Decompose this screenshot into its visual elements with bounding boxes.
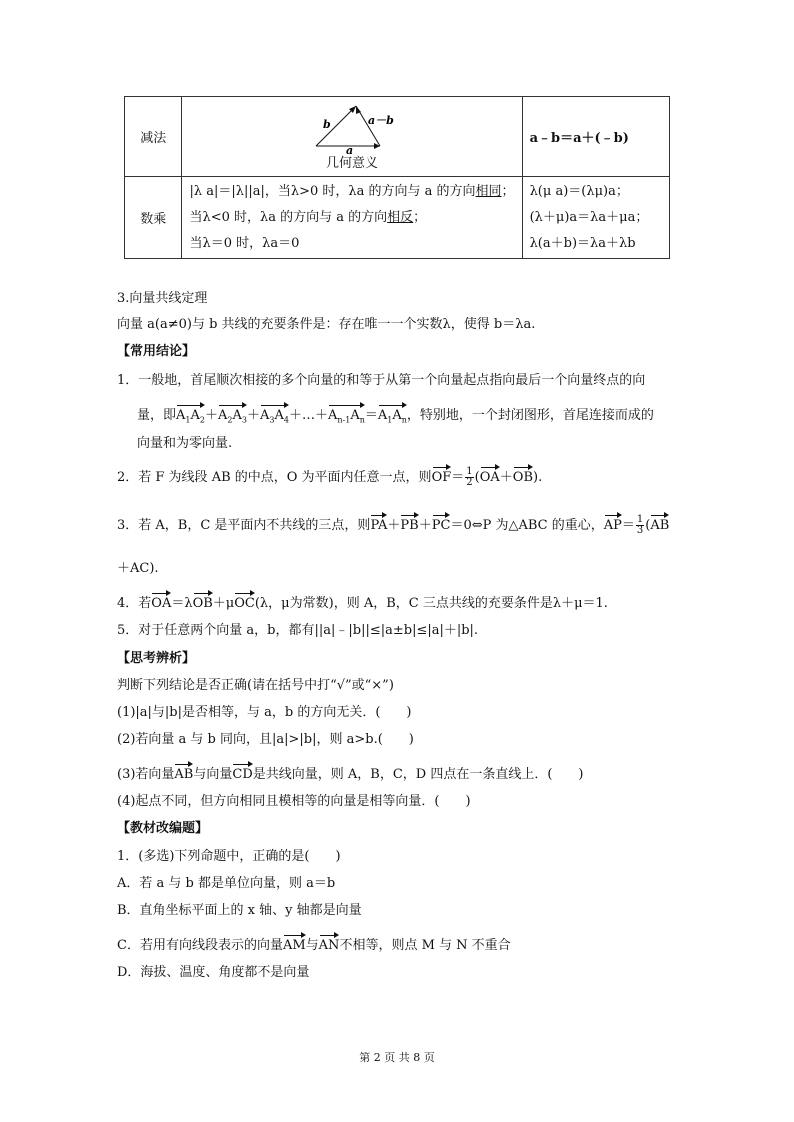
scalar-law-2: (λ＋μ)a＝λa＋μa；	[529, 209, 649, 225]
conclusion-3-text: 3．若 A，B，C 是平面内不共线的三点，则	[117, 518, 371, 533]
option-c-suffix: 不相等，则点 M 与 N 不重合	[339, 938, 511, 953]
label-b: b	[323, 118, 331, 131]
op-name-subtraction: 减法	[125, 97, 182, 177]
scalar-line-1-text: |λ a|＝|λ||a|，当λ>0 时，λa 的方向与 a 的方向	[189, 183, 476, 199]
conclusion-1-line-2	[137, 404, 654, 425]
vector-chain-formula: $A_1A_2+A_2A_3+A_3A_4+\dots+A_{n-1}A_n=A_1A_n$	[176, 408, 407, 425]
collinear-formula: OA＝λOB＋μOC	[151, 596, 255, 611]
scalar-definition-cell	[182, 177, 522, 259]
conclusion-4	[117, 592, 608, 611]
vector-CD: CD	[232, 767, 253, 782]
vector-b-line	[316, 106, 356, 146]
vector-AB: AB	[174, 767, 194, 782]
option-a: A．若 a 与 b 都是单位向量，则 a＝b	[117, 876, 336, 891]
centroid-condition: PA＋PB＋PC	[370, 518, 451, 533]
conclusion-1-line-3: 向量和为零向量.	[137, 436, 233, 451]
option-c-middle: 与	[305, 938, 319, 953]
thinking-item-3-middle: 与向量	[193, 767, 233, 782]
question-1: 1．(多选)下列命题中，正确的是( )	[117, 849, 341, 864]
subtraction-row	[125, 97, 670, 177]
thinking-item-4: (4)起点不同，但方向相同且模相等的向量是相等向量．( )	[117, 794, 471, 809]
conclusion-4-prefix: 4．若	[117, 596, 152, 611]
option-d: D．海拔、温度、角度都不是向量	[117, 965, 310, 980]
scalar-laws-cell	[522, 177, 669, 259]
label-a: a	[346, 144, 354, 154]
thinking-item-3-prefix: (3)若向量	[117, 767, 175, 782]
op-name-scalar: 数乘	[125, 177, 182, 259]
conclusion-2	[117, 466, 542, 488]
option-b: B．直角坐标平面上的 x 轴、y 轴都是向量	[117, 903, 362, 918]
section-3-text: 向量 a(a≠0)与 b 共线的充要条件是：存在唯一一个实数λ，使得 b＝λa.	[117, 317, 536, 332]
conclusion-1-suffix: ，特别地，一个封闭图形，首尾连接而成的	[406, 408, 654, 423]
conclusion-4-suffix: (λ，μ为常数)，则 A，B，C 三点共线的充要条件是λ＋μ＝1.	[254, 596, 608, 611]
vector-AM: AM	[282, 938, 306, 953]
scalar-row	[125, 177, 670, 259]
thinking-instructions: 判断下列结论是否正确(请在括号中打“√”或“×”)	[117, 678, 394, 693]
option-c-prefix: C．若用有向线段表示的向量	[117, 938, 283, 953]
vector-AN: AN	[318, 938, 340, 953]
scalar-line-2	[189, 205, 514, 231]
heading-common-conclusions: 【常用结论】	[117, 344, 196, 359]
thinking-item-3	[117, 763, 584, 782]
midpoint-formula: OF＝ $\frac{1}{2}$ (OA＋OB).	[431, 466, 543, 488]
scalar-line-2-text: 当λ<0 时，λa 的方向与 a 的方向	[189, 209, 388, 225]
conclusion-3-line-2: ＋AC).	[117, 561, 159, 576]
scalar-opposite-direction: 相反	[387, 209, 414, 225]
thinking-item-3-suffix: 是共线向量，则 A，B，C，D 四点在一条直线上．( )	[252, 767, 584, 782]
conclusion-2-text: 2．若 F 为线段 AB 的中点，O 为平面内任意一点，则	[117, 470, 432, 485]
scalar-law-1: λ(μ a)＝(λμ)a；	[529, 183, 629, 199]
scalar-line-2-end: ；	[413, 209, 427, 225]
scalar-law-3: λ(a＋b)＝λa＋λb	[529, 235, 636, 251]
page-footer: 第 2 页 共 8 页	[359, 1051, 435, 1064]
conclusion-3-middle: ＝0⇔P 为△ABC 的重心，	[450, 518, 604, 533]
heading-thinking-analysis: 【思考辨析】	[117, 651, 196, 666]
scalar-same-direction: 相同	[475, 183, 502, 199]
conclusion-5: 5．对于任意两个向量 a，b，都有||a|﹣|b||≤|a±b|≤|a|＋|b|.	[117, 623, 479, 638]
conclusion-1-prefix: 量，即	[137, 408, 177, 423]
section-3-title: 3.向量共线定理	[117, 291, 208, 306]
vector-operations-table	[124, 96, 670, 259]
label-a-minus-b: a－b	[368, 114, 394, 127]
thinking-item-1: (1)|a|与|b|是否相等，与 a，b 的方向无关．( )	[117, 705, 412, 720]
conclusion-1-line-1: 1．一般地，首尾顺次相接的多个向量的和等于从第一个向量起点指向最后一个向量终点的向	[117, 373, 646, 388]
thinking-item-2: (2)若向量 a 与 b 同向，且|a|>|b|，则 a>b.( )	[117, 732, 414, 747]
scalar-line-3: 当λ＝0 时，λa＝0	[189, 235, 300, 251]
subtraction-rule: a﹣b＝a＋(﹣b)	[522, 97, 669, 177]
centroid-formula: AP＝ $\frac{1}{3}$ (AB	[603, 514, 670, 536]
subtraction-geometry-cell	[182, 97, 522, 177]
scalar-line-1	[189, 179, 514, 205]
heading-textbook-adapted: 【教材改编题】	[117, 821, 209, 836]
geometry-caption: 几何意义	[326, 156, 379, 171]
vector-subtraction-diagram	[292, 102, 412, 154]
conclusion-3-line-1	[117, 514, 669, 536]
scalar-line-1-end: ；	[501, 183, 515, 199]
option-c	[117, 934, 511, 953]
